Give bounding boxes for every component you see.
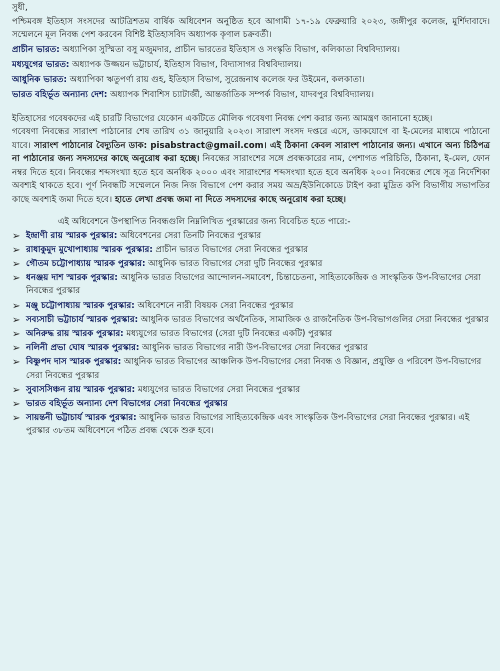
invite-paragraph: ইতিহাসের গবেষকদের এই চারটি বিভাগের যেকোন একটিতে মৌলিক গবেষণা নিবন্ধ পেশ করার জন্য আমন্ত্রণ জানানো হচ্ছে। — [12, 113, 433, 124]
arrow-bullet-icon: ➢ — [12, 273, 21, 285]
award-name: রাধাকুমুদ মুখোপাধ্যায় স্মারক পুরস্কার: — [26, 244, 153, 255]
award-desc: আধুনিক ভারত বিভাগের সাহিত্যকেন্দ্রিক এবং সাংস্কৃতিক উপ-বিভাগের সেরা নিবন্ধের পুরস্কার। এই পুরস্কার ৩৮তম অধিবেশনে পঠিত প্রবন্ধ থেকে শুরু হবে। — [26, 413, 470, 437]
award-name: অনিরুদ্ধ রায় স্মারক পুরস্কার: — [26, 328, 124, 339]
award-desc: অধিবেশনে নারী বিষয়ক সেরা নিবন্ধের পুরস্কার — [134, 300, 294, 311]
list-item — [12, 272, 490, 298]
award-name: মঞ্জু চট্টোপাধ্যায় স্মারক পুরস্কার: — [26, 300, 135, 311]
email-note: । এই ঠিকানা কেবল সারাংশ পাঠানোর জন্য। এখানে অন্য চিঠিপত্র না পাঠানোর জন্য সদস্যদের কাছে অনুরোধ করা হচ্ছে। — [12, 140, 490, 164]
list-item — [12, 328, 490, 341]
announcement: পশ্চিমবঙ্গ ইতিহাস সংসদের আটত্রিশতম বার্ষিক অধিবেশন অনুষ্ঠিত হবে আগামী ১৭-১৯ ফেব্রুয়ারি ২০২৩, জঙ্গীপুর কলেজ, মুর্শিদাবাদে। সম্মেলনে মূল নিবন্ধ পেশ করবেন বিশিষ্ট ইতিহাসবিদ অধ্যাপক কৃণাল চক্রবর্তী। — [12, 16, 490, 40]
list-item — [12, 398, 490, 411]
award-name: নলিনী প্রভা ঘোষ স্মারক পুরস্কার: — [26, 343, 140, 354]
section-label: মধ্যযুগের ভারত: — [12, 59, 70, 70]
award-name: সব্যসাচী ভট্টাচার্য স্মারক পুরস্কার: — [26, 314, 139, 325]
handwritten-note: হাতে লেখা প্রবন্ধ জমা না দিতে সদস্যদের কাছে অনুরোধ করা হচ্ছে। — [112, 194, 347, 205]
award-desc: আধুনিক ভারত বিভাগের আঞ্চলিক উপ-বিভাগের সেরা নিবন্ধ ও বিজ্ঞান, প্রযুক্তি ও পরিবেশ উপ-বিভাগের সেরা নিবন্ধের পুরস্কার — [26, 357, 482, 381]
list-item — [12, 342, 490, 355]
award-desc: আধুনিক ভারত বিভাগের অর্থনৈতিক, সামাজিক ও রাজনৈতিক উপ-বিভাগগুলির সেরা নিবন্ধের পুরস্কার — [138, 314, 489, 325]
list-item — [12, 384, 490, 397]
rules-text: গবেষণা নিবন্ধের সারাংশ পাঠানোর শেষ তারিখ ৩১ জানুয়ারি ২০২৩। সারাংশ সংসদ দপ্তরে এসে, ডাকযোগে বা ই-মেলের মাধ্যমে পাঠানো যাবে। — [12, 127, 490, 151]
award-name: সুবাসসিঞ্চন রায় স্মারক পুরস্কার: — [26, 384, 136, 395]
award-desc: মধ্যযুগের ভারত বিভাগের (সেরা দুটি নিবন্ধের একটি) পুরস্কার — [123, 328, 333, 339]
arrow-bullet-icon: ➢ — [12, 413, 21, 425]
section-text: অধ্যাপক শিবাশিস চ্যাটার্জী, আন্তর্জাতিক সম্পর্ক বিভাগ, যাদবপুর বিশ্ববিদ্যালয়। — [107, 89, 374, 100]
arrow-bullet-icon: ➢ — [12, 328, 21, 340]
section-label: প্রাচীন ভারত: — [12, 44, 60, 55]
section-label: আধুনিক ভারত: — [12, 74, 67, 85]
section-text: অধ্যাপক উজ্জয়ন ভট্টাচার্য, ইতিহাস বিভাগ, বিদ্যাসাগর বিশ্ববিদ্যালয়। — [69, 59, 302, 70]
award-desc: অধিবেশনের সেরা তিনটি নিবন্ধের পুরস্কার — [117, 230, 262, 241]
award-desc: প্রাচীন ভারত বিভাগের সেরা নিবন্ধের পুরস্কার — [152, 244, 309, 255]
award-name: গৌতম চট্টোপাধ্যায় স্মারক পুরস্কার: — [26, 258, 146, 269]
list-item — [12, 412, 490, 438]
list-item — [12, 230, 490, 243]
arrow-bullet-icon: ➢ — [12, 343, 21, 355]
award-name: সায়ন্তনী ভট্টাচার্য স্মারক পুরস্কার: — [26, 413, 137, 424]
award-desc: আধুনিক ভারত বিভাগের নারী উপ-বিভাগের সেরা নিবন্ধের পুরস্কার — [139, 343, 368, 354]
list-item — [12, 300, 490, 313]
email-label: সারাংশ পাঠানোর বৈদ্যুতিন ডাক: — [30, 140, 151, 151]
salutation: সুধী, — [12, 3, 28, 13]
section-label: ভারত বহির্ভূত অন্যান্য দেশ: — [12, 89, 108, 100]
submission-rules — [12, 126, 490, 207]
awards-intro: এই অধিবেশনে উপস্থাপিত নিবন্ধগুলি নিম্নলিখিত পুরস্কারের জন্য বিবেচিত হতে পারে:- — [58, 217, 351, 227]
awards-list — [12, 230, 490, 439]
arrow-bullet-icon: ➢ — [12, 244, 21, 256]
section-ancient — [12, 43, 490, 58]
section-text: অধ্যাপিকা ঋতুপর্ণা রায় গুহ, ইতিহাস বিভাগ, সুরেন্দ্রনাথ কলেজ ফর উইমেন, কলকাতা। — [66, 74, 365, 85]
arrow-bullet-icon: ➢ — [12, 300, 21, 312]
section-medieval — [12, 58, 490, 73]
section-presidents — [12, 43, 490, 103]
arrow-bullet-icon: ➢ — [12, 357, 21, 369]
rules-text: নিবন্ধের সারাংশের সঙ্গে প্রবন্ধকারের নাম, পেশাগত পরিচিতি, ঠিকানা, ই-মেল, ফোন নম্বর দিতে হবে। নিবন্ধের শব্দসংখ্যা হতে হবে অনধিক ২০০০ এবং সারাংশের শব্দসংখ্যা হতে হবে অনধিক ২০০। নিবন্ধের শেষে সূত্র নির্দেশিকা অবশ্যই থাকতে হবে। পূর্ণ নিবন্ধটি সম্মেলনে নিজ নিজ বিভাগে পেশ করার সময় অভ্র/ইউনিকোডে টাইপ করা মুদ্রিত কপি বিভাগীয় সভাপতির কাছে অবশ্যই জমা দিতে হবে। — [12, 154, 491, 205]
list-item — [12, 314, 490, 327]
section-modern — [12, 73, 490, 88]
arrow-bullet-icon: ➢ — [12, 398, 21, 410]
award-desc: মধ্যযুগের ভারত বিভাগের সেরা নিবন্ধের পুরস্কার — [135, 384, 301, 395]
award-name: ভারত বহির্ভূত অন্যান্য দেশ বিভাগের সেরা নিবন্ধের পুরস্কার — [26, 398, 228, 409]
arrow-bullet-icon: ➢ — [12, 230, 21, 242]
email-link[interactable]: pisabstract@gmail.com — [150, 140, 264, 151]
arrow-bullet-icon: ➢ — [12, 384, 21, 396]
section-text: অধ্যাপিকা সুস্মিতা বসু মজুমদার, প্রাচীন ভারতের ইতিহাস ও সংস্কৃতি বিভাগ, কলিকাতা বিশ্ববিদ্যালয়। — [59, 44, 400, 55]
arrow-bullet-icon: ➢ — [12, 314, 21, 326]
list-item — [12, 244, 490, 257]
award-name: ধনঞ্জয় দাশ স্মারক পুরস্কার: — [26, 273, 118, 284]
award-desc: আধুনিক ভারত বিভাগের আন্দোলন-সমাবেশ, চিন্তাচেতনা, সাহিত্যকেন্দ্রিক ও সাংস্কৃতিক উপ-বিভাগের সেরা নিবন্ধের পুরস্কার — [26, 273, 481, 297]
list-item — [12, 258, 490, 271]
list-item — [12, 356, 490, 382]
award-name: বিষ্ণুপদ দাস স্মারক পুরস্কার: — [26, 357, 122, 368]
section-foreign — [12, 88, 490, 103]
award-name: ইন্দ্রাণী রায় স্মারক পুরস্কার: — [26, 230, 118, 241]
award-desc: আধুনিক ভারত বিভাগের সেরা দুটি নিবন্ধের পুরস্কার — [145, 258, 323, 269]
arrow-bullet-icon: ➢ — [12, 258, 21, 270]
